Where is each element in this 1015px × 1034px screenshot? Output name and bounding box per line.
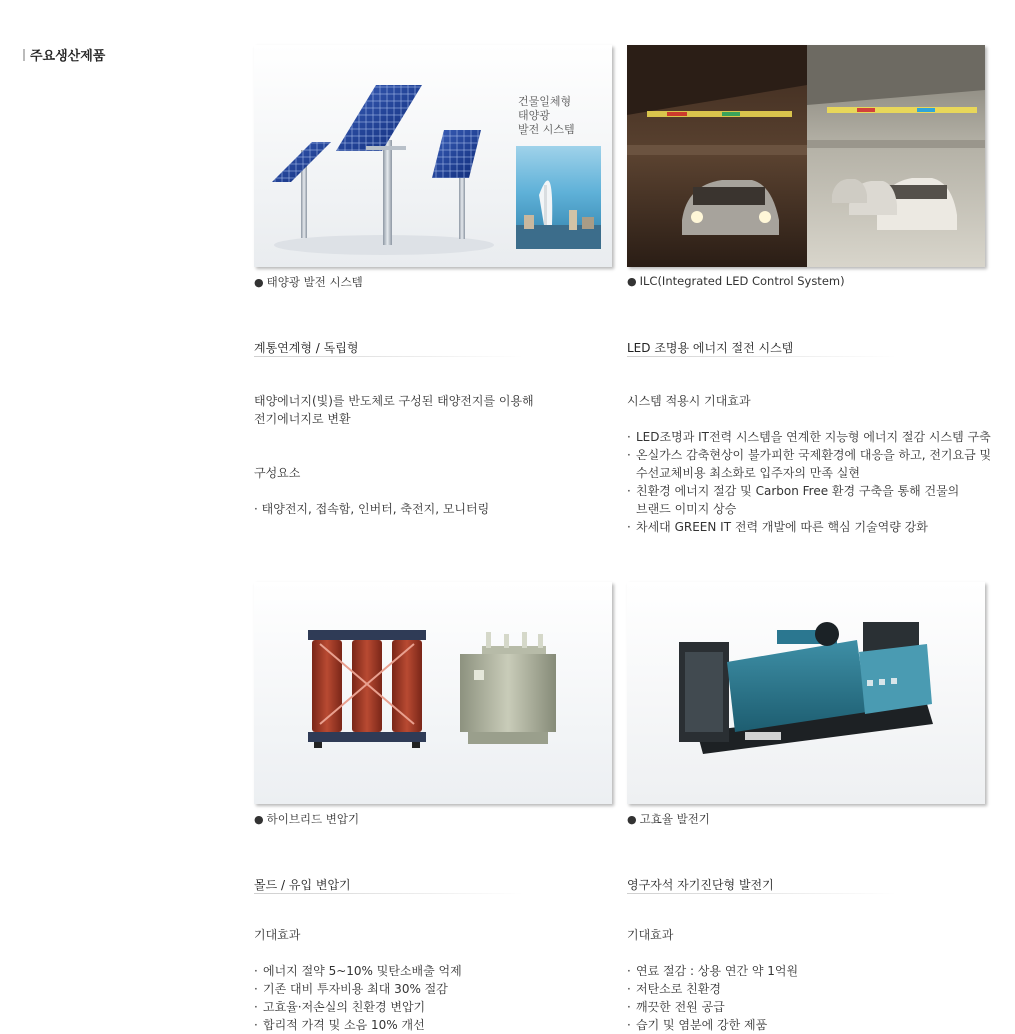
product-description: 태양에너지(빛)를 반도체로 구성된 태양전지를 이용해 전기에너지로 변환 <box>254 394 534 426</box>
list-item: · 고효율·저손실의 친환경 변압기 <box>254 998 462 1016</box>
product-subtitle: 영구자석 자기진단형 발전기 <box>627 878 774 892</box>
transformer-photo <box>254 582 612 804</box>
product-subtitle: LED 조명용 에너지 절전 시스템 <box>627 341 794 355</box>
list-item: · 저탄소로 친환경 <box>627 980 798 998</box>
solar-photo <box>254 45 612 267</box>
product-caption: ● 고효율 발전기 <box>627 812 710 826</box>
product-caption: ● 하이브리드 변압기 <box>254 812 360 826</box>
benefit-list <box>627 428 991 536</box>
subtitle-divider <box>627 893 897 894</box>
subtitle-divider <box>254 356 524 357</box>
list-item: · 에너지 절약 5~10% 및탄소배출 억제 <box>254 962 462 980</box>
solar-image-label: 건물일체형 태양광 발전 시스템 <box>518 95 575 136</box>
list-item-continued: 수선교체비용 최소화로 입주자의 만족 실현 <box>636 466 860 480</box>
list-item: · LED조명과 IT전력 시스템을 연계한 지능형 에너지 절감 시스템 구축 <box>627 428 991 446</box>
components-heading: 구성요소 <box>254 466 301 480</box>
bullet-icon: ● <box>254 813 264 826</box>
benefit-list <box>627 962 798 1034</box>
subtitle-divider <box>254 893 524 894</box>
benefit-list <box>254 962 462 1034</box>
title-bar-icon <box>23 49 25 61</box>
list-item: · 친환경 에너지 절감 및 Carbon Free 환경 구축을 통해 건물의 <box>627 482 991 500</box>
components-list: · 태양전지, 접속함, 인버터, 축전지, 모니터링 <box>254 502 490 516</box>
list-item: · 차세대 GREEN IT 전력 개발에 따른 핵심 기술역량 강화 <box>627 518 991 536</box>
list-item: · 습기 및 염분에 강한 제품 <box>627 1016 798 1034</box>
product-caption: ● 태양광 발전 시스템 <box>254 275 363 289</box>
list-item: · 기존 대비 투자비용 최대 30% 절감 <box>254 980 462 998</box>
product-caption: ● ILC(Integrated LED Control System) <box>627 274 845 288</box>
parking-garage-photo <box>627 45 985 267</box>
benefit-heading: 기대효과 <box>254 928 301 942</box>
list-item: · 온실가스 감축현상이 불가피한 국제환경에 대응을 하고, 전기요금 및 <box>627 446 991 464</box>
benefit-heading: 기대효과 <box>627 928 674 942</box>
subtitle-divider <box>627 356 897 357</box>
product-subtitle: 몰드 / 유입 변압기 <box>254 878 351 892</box>
bullet-icon: ● <box>254 276 264 289</box>
list-item: · 연료 절감 : 상용 연간 약 1억원 <box>627 962 798 980</box>
benefit-heading: 시스템 적용시 기대효과 <box>627 394 751 408</box>
product-subtitle: 계통연계형 / 독립형 <box>254 341 359 355</box>
bullet-icon: ● <box>627 813 637 826</box>
list-item-continued: 브랜드 이미지 상승 <box>636 502 737 516</box>
list-item: · 깨끗한 전원 공급 <box>627 998 798 1016</box>
list-item: · 합리적 가격 및 소음 10% 개선 <box>254 1016 462 1034</box>
generator-photo <box>627 582 985 804</box>
section-title: 주요생산제품 <box>23 45 105 64</box>
bullet-icon: ● <box>627 275 637 288</box>
